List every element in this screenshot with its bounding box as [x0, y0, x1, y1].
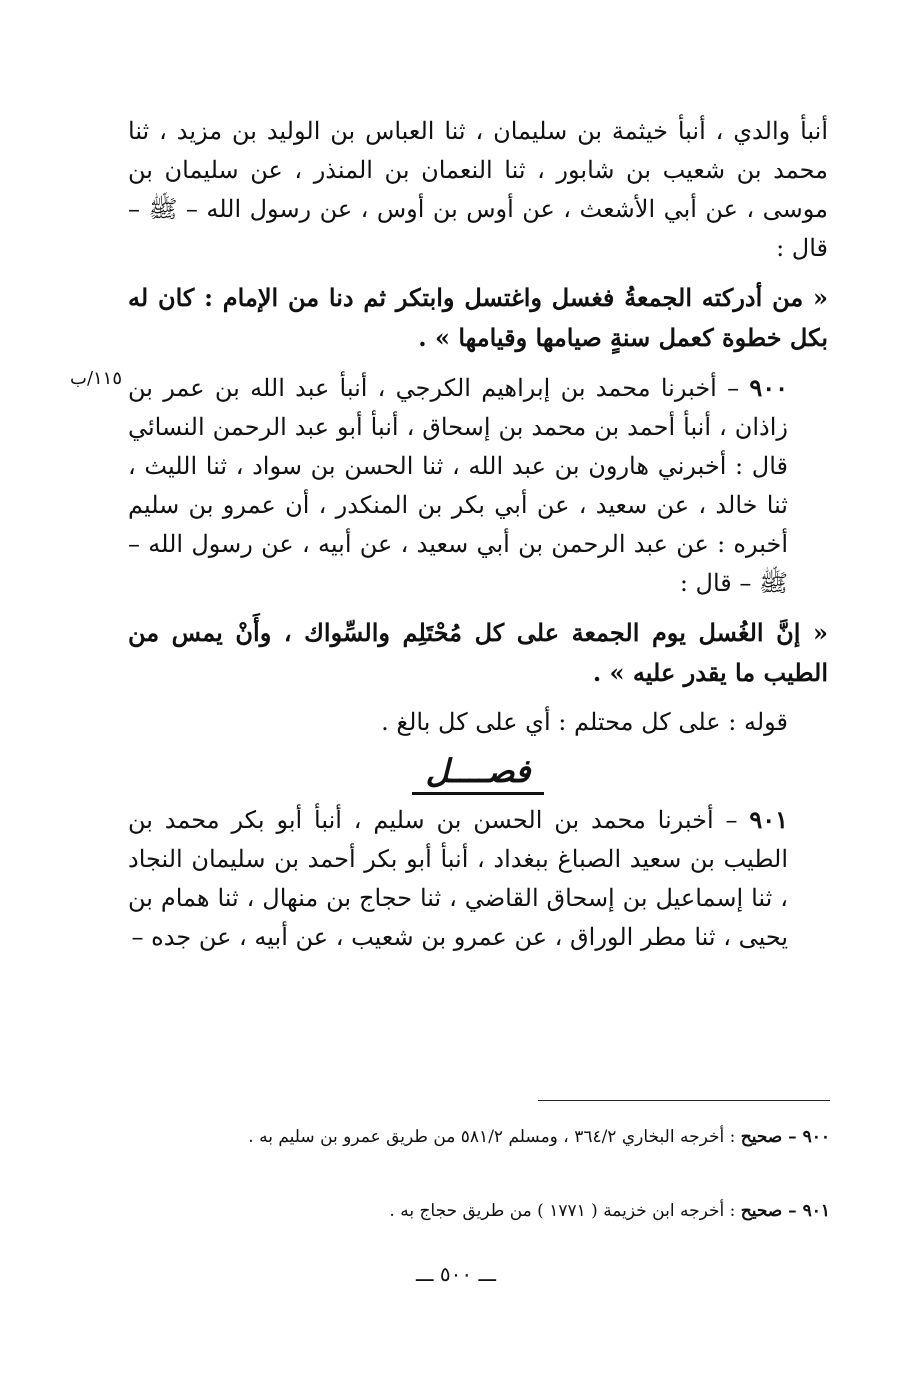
- entry-900: [128, 368, 828, 603]
- section-heading: [128, 748, 828, 794]
- footnote-label: ٩٠٠ – صحيح: [740, 1127, 830, 1147]
- entry-number: ٩٠١: [749, 805, 788, 834]
- section-title: فصــــل: [412, 752, 545, 795]
- entry-text: – أخبرنا محمد بن الحسن بن سليم ، أنبأ أبو بكر محمد بن الطيب بن سعيد الصباغ ببغداد ، أنبأ أبو بكر أحمد بن سليمان النجاد ، ثنا إسماعيل بن إسحاق القاضي ، ثنا حجاج بن منهال ، ثنا همام بن يحيى ، ثنا مطر الوراق ، عن عمرو بن شعيب ، عن أبيه ، عن جده –: [128, 806, 788, 951]
- hadith-text-2: « إنَّ الغُسل يوم الجمعة على كل مُحْتَلِم والسِّواك ، وأَنْ يمس من الطيب ما يقدر عليه » .: [128, 618, 828, 687]
- footnote-label: ٩٠١ – صحيح: [740, 1201, 830, 1221]
- isnad-paragraph: أنبأ والدي ، أنبأ خيثمة بن سليمان ، ثنا العباس بن الوليد بن مزيد ، ثنا محمد بن شعيب بن شابور ، ثنا النعمان بن المنذر ، عن سليمان بن موسى ، عن أبي الأشعث ، عن أوس بن أوس ، عن رسول الله – ﷺ – قال :: [128, 117, 829, 262]
- main-text: [128, 112, 828, 957]
- footnote-separator: [538, 1100, 830, 1101]
- footnote-901: [70, 1196, 830, 1226]
- page-number: ـــ ٥٠٠ ـــ: [415, 1262, 497, 1286]
- entry-number: ٩٠٠: [749, 373, 788, 402]
- footnote-text: : أخرجه ابن خزيمة ( ١٧٧١ ) من طريق حجاج به .: [389, 1201, 741, 1221]
- entry-text: – أخبرنا محمد بن إبراهيم الكرجي ، أنبأ عبد الله بن عمر بن زاذان ، أنبأ أحمد بن محمد بن إسحاق ، أنبأ أبو عبد الرحمن النسائي قال : أخبرني هارون بن عبد الله ، ثنا الحسن بن سواد ، ثنا الليث ، ثنا خالد ، عن سعيد ، عن أبي بكر بن المنكدر ، أن عمرو بن سليم أخبره : عن عبد الرحمن بن أبي سعيد ، عن أبيه ، عن رسول الله – ﷺ – قال :: [128, 374, 788, 597]
- footnote-text: : أخرجه البخاري ٣٦٤/٢ ، ومسلم ٥٨١/٢ من طريق عمرو بن سليم به .: [248, 1127, 741, 1147]
- hadith-text-1: « من أدركته الجمعةُ فغسل واغتسل وابتكر ثم دنا من الإمام : كان له بكل خطوة كعمل سنةٍ صيامها وقيامها » .: [128, 283, 828, 352]
- commentary: قوله : على كل محتلم : أي على كل بالغ .: [381, 708, 788, 736]
- footnote-900: [70, 1122, 830, 1152]
- margin-folio-note: ١١٥/ب: [70, 368, 123, 389]
- entry-901: [128, 800, 828, 957]
